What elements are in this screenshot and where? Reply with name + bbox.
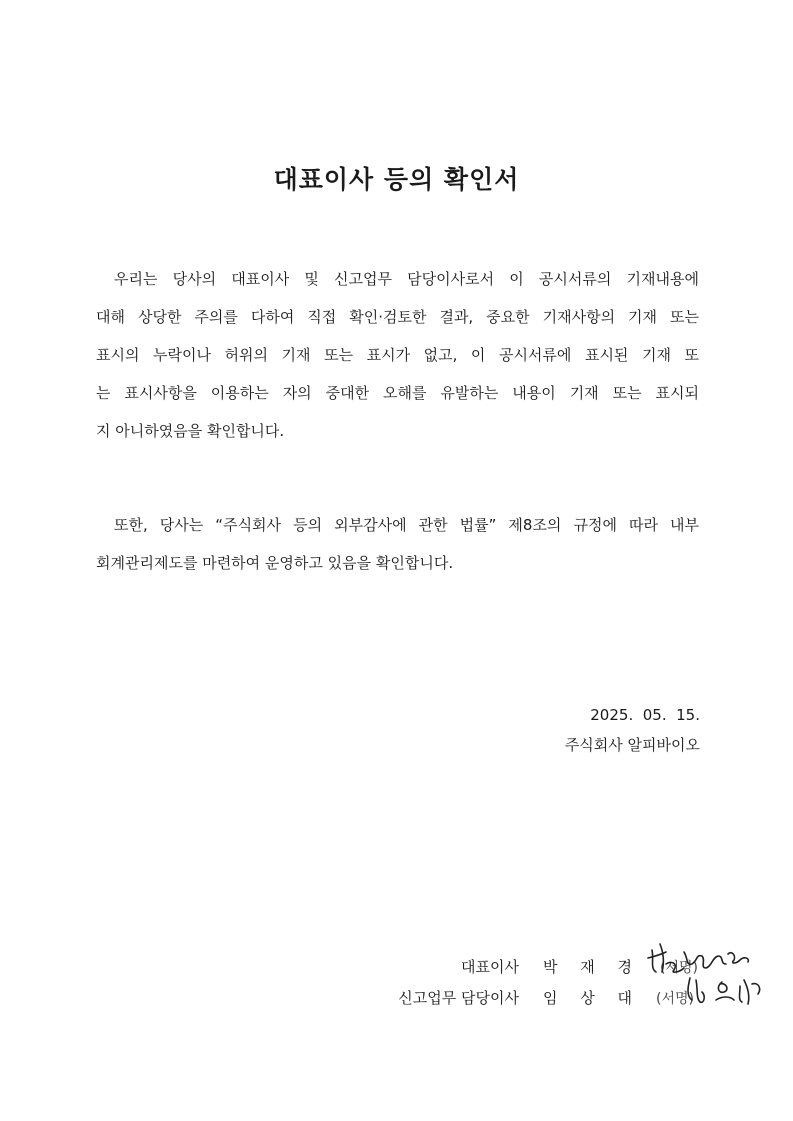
document-title: 대표이사 등의 확인서 <box>273 165 520 194</box>
signatory-role: 대표이사 <box>461 958 519 976</box>
company-name: 주식회사 알피바이오 <box>564 736 700 754</box>
paragraph-line: 우리는 당사의 대표이사 및 신고업무 담당이사로서 이 공시서류의 기재내용에 <box>114 270 699 288</box>
paragraph-line: 표시의 누락이나 허위의 기재 또는 표시가 없고, 이 공시서류에 표시된 기재 또 <box>96 346 699 364</box>
signatory-reporting-director <box>359 987 641 1008</box>
signatory-role: 신고업무 담당이사 <box>398 989 519 1007</box>
signatory-ceo <box>359 956 641 977</box>
paragraph-line: 지 아니하였음을 확인합니다. <box>96 422 285 440</box>
paragraph-confirmation <box>96 260 699 450</box>
signature-mark-label: (서명) <box>656 991 694 1007</box>
paragraph-line: 회계관리제도를 마련하여 운영하고 있음을 확인합니다. <box>96 554 454 572</box>
paragraph-line: 또한, 당사는 “주식회사 등의 외부감사에 관한 법률” 제8조의 규정에 따라 내부 <box>114 516 699 534</box>
paragraph-line: 대해 상당한 주의를 다하여 직접 확인·검토한 결과, 중요한 기재사항의 기재 또는 <box>96 308 699 326</box>
signatory-name: 박 재 경 <box>543 958 642 976</box>
document-date: 2025. 05. 15. <box>590 706 700 724</box>
signature-mark-label: (서명) <box>660 960 698 976</box>
handwritten-signature-icon <box>640 930 770 1020</box>
paragraph-line: 는 표시사항을 이용하는 자의 중대한 오해를 유발하는 내용이 기재 또는 표시되 <box>96 384 699 402</box>
paragraph-internal-control <box>96 506 699 582</box>
signatory-name: 임 상 대 <box>543 989 642 1007</box>
